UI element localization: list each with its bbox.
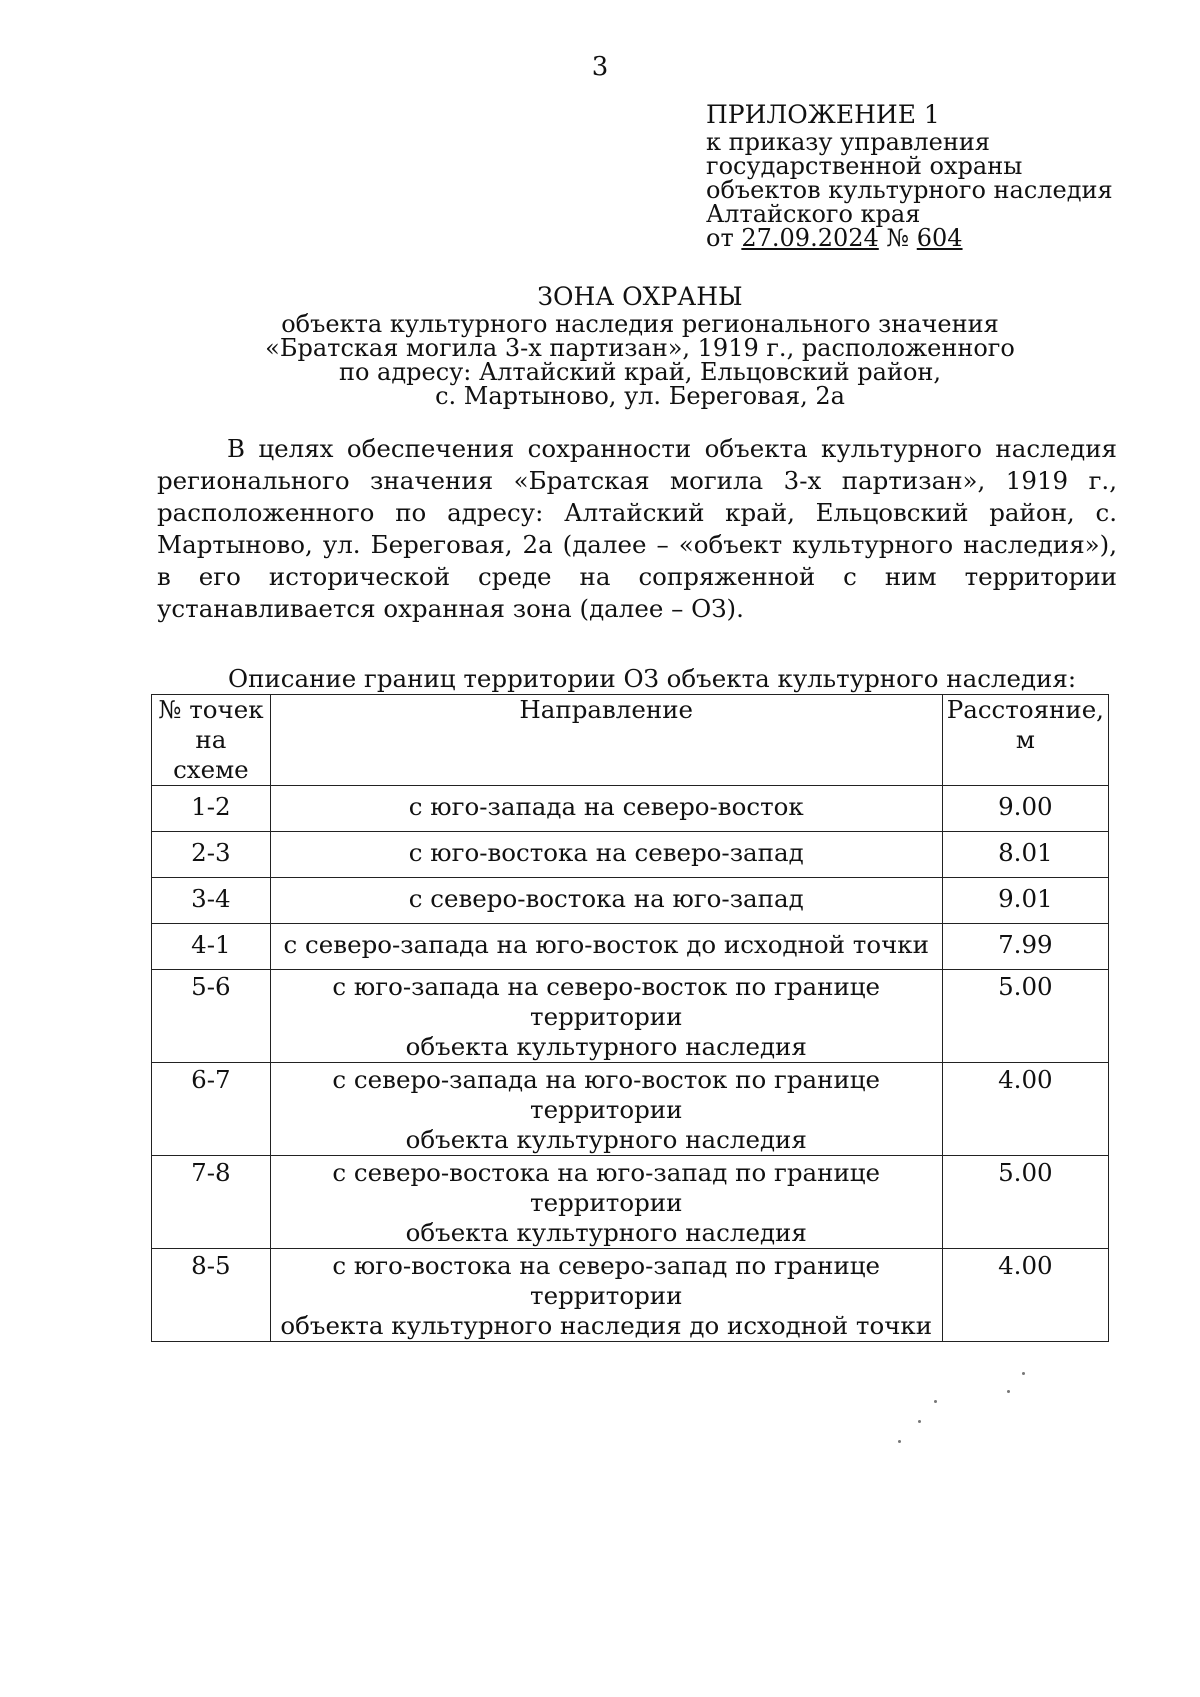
document-heading	[200, 282, 1080, 408]
direction-line: с северо-запада на юго-восток до исходной точки	[283, 930, 929, 959]
table-row	[152, 832, 1109, 878]
cell-distance: 5.00	[942, 1156, 1108, 1249]
table-caption: Описание границ территории ОЗ объекта культурного наследия:	[228, 664, 1077, 693]
appendix-line: государственной охраны	[706, 152, 1023, 180]
cell-points: 8-5	[152, 1249, 271, 1342]
heading-line: по адресу: Алтайский край, Ельцовский район,	[338, 358, 942, 386]
direction-line: с юго-востока на северо-запад	[408, 838, 804, 867]
table-row	[152, 878, 1109, 924]
header-distance-line1: Расстояние,	[946, 695, 1104, 724]
cell-points: 4-1	[152, 924, 271, 970]
heading-line: с. Мартыново, ул. Береговая, 2а	[435, 382, 845, 410]
scan-speck	[1007, 1390, 1010, 1393]
direction-line: объекта культурного наследия	[405, 1125, 807, 1154]
table-row	[152, 1063, 1109, 1156]
heading-line: «Братская могила 3-х партизан», 1919 г., расположенного	[265, 334, 1015, 362]
cell-points: 1-2	[152, 786, 271, 832]
cell-distance: 4.00	[942, 1249, 1108, 1342]
cell-points: 7-8	[152, 1156, 271, 1249]
scan-speck	[934, 1400, 937, 1403]
page-number: 3	[591, 52, 609, 82]
cell-points: 6-7	[152, 1063, 271, 1156]
date-prefix: от	[706, 224, 742, 252]
header-distance	[942, 695, 1108, 786]
header-points	[152, 695, 271, 786]
direction-line: объекта культурного наследия до исходной точки	[280, 1311, 933, 1340]
table-row	[152, 786, 1109, 832]
appendix-line: объектов культурного наследия	[706, 176, 1113, 204]
direction-line: с северо-востока на юго-запад	[408, 884, 804, 913]
cell-direction	[270, 1156, 942, 1249]
table-header-row	[152, 695, 1109, 786]
cell-direction	[270, 1063, 942, 1156]
cell-direction	[270, 832, 942, 878]
header-points-line1: № точек	[158, 695, 264, 724]
intro-paragraph: В целях обеспечения сохранности объекта культурного наследия регионального значения «Братская могила 3-х партизан», 1919 г., расположенного по адресу: Алтайский край, Ельцовский район, с. Мартыново, ул. Береговая, 2а (далее – «объект культурного наследия»), в его исторической среде на сопряженной с ним территории устанавливается охранная зона (далее – ОЗ).	[157, 434, 1117, 623]
direction-line: с юго-запада на северо-восток	[408, 792, 804, 821]
direction-line: объекта культурного наследия	[405, 1032, 807, 1061]
appendix-line: к приказу управления	[706, 128, 991, 156]
direction-line: с юго-востока на северо-запад по границе территории	[332, 1251, 881, 1310]
cell-direction	[270, 1249, 942, 1342]
table-row	[152, 970, 1109, 1063]
cell-distance: 9.00	[942, 786, 1108, 832]
direction-line: с северо-запада на юго-восток по границе территории	[332, 1065, 881, 1124]
cell-direction	[270, 970, 942, 1063]
appendix-block	[706, 100, 1113, 250]
order-number: 604	[916, 224, 963, 252]
direction-line: объекта культурного наследия	[405, 1218, 807, 1247]
cell-direction	[270, 878, 942, 924]
scan-speck	[918, 1420, 921, 1423]
boundary-table	[151, 694, 1109, 1342]
appendix-line: Алтайского края	[706, 200, 921, 228]
table-row	[152, 1156, 1109, 1249]
cell-distance: 8.01	[942, 832, 1108, 878]
cell-distance: 9.01	[942, 878, 1108, 924]
document-title: ЗОНА ОХРАНЫ	[537, 282, 743, 311]
appendix-title: ПРИЛОЖЕНИЕ 1	[706, 100, 940, 129]
order-date: 27.09.2024	[741, 224, 879, 252]
cell-direction	[270, 924, 942, 970]
cell-distance: 7.99	[942, 924, 1108, 970]
table-row	[152, 1249, 1109, 1342]
cell-points: 3-4	[152, 878, 271, 924]
direction-line: с северо-востока на юго-запад по границе территории	[332, 1158, 881, 1217]
cell-distance: 5.00	[942, 970, 1108, 1063]
heading-line: объекта культурного наследия регионального значения	[281, 310, 999, 338]
number-prefix: №	[878, 224, 917, 252]
cell-distance: 4.00	[942, 1063, 1108, 1156]
scan-speck	[898, 1440, 901, 1443]
cell-direction	[270, 786, 942, 832]
header-direction: Направление	[270, 695, 942, 786]
scan-speck	[1022, 1372, 1025, 1375]
appendix-date-line	[706, 226, 1113, 250]
cell-points: 5-6	[152, 970, 271, 1063]
table-row	[152, 924, 1109, 970]
header-distance-line2: м	[1015, 725, 1035, 754]
header-points-line2: на схеме	[173, 725, 249, 784]
cell-points: 2-3	[152, 832, 271, 878]
direction-line: с юго-запада на северо-восток по границе территории	[332, 972, 881, 1031]
